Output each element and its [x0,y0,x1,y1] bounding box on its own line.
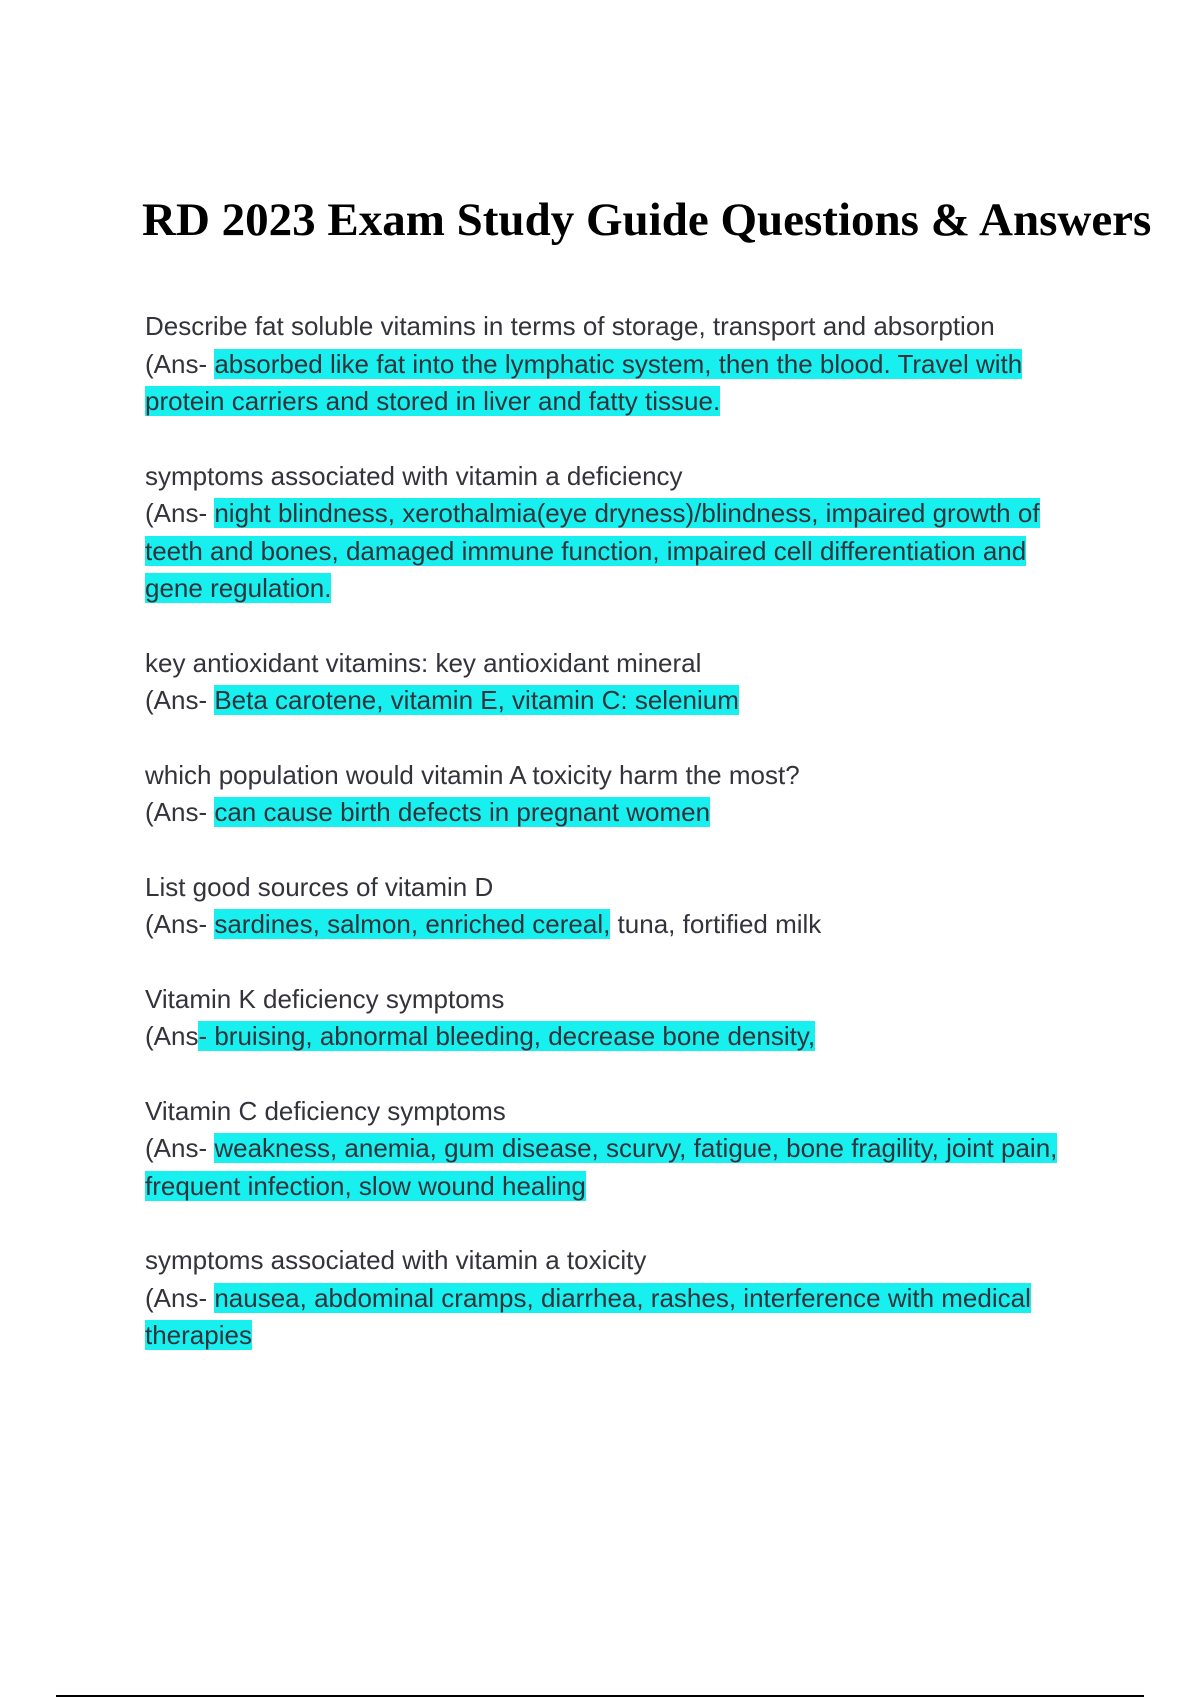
question-text: Describe fat soluble vitamins in terms of storage, transport and absorption [145,311,995,341]
qa-list [145,308,1085,1392]
answer-prefix: (Ans- [145,1133,215,1163]
answer-text [145,906,1085,944]
answer-rest: tuna, fortified milk [610,909,822,939]
qa-item [145,1242,1085,1355]
answer-prefix: (Ans- [145,1282,215,1313]
question-text: Vitamin K deficiency symptoms [145,983,505,1014]
qa-item [145,757,1085,832]
question-text: symptoms associated with vitamin a deficiency [145,460,683,491]
qa-item [145,645,1085,720]
answer-highlight: nausea, abdominal cramps, diarrhea, rashes, interference with medical therapies [145,1282,1031,1350]
question-text: key antioxidant vitamins: key antioxidant mineral [145,647,702,678]
answer-text [145,495,1085,608]
answer-prefix: (Ans- [145,797,215,827]
question-text: Vitamin C deficiency symptoms [145,1095,506,1126]
document-title: RD 2023 Exam Study Guide Questions & Answers [142,194,1152,246]
question-text: List good sources of vitamin D [145,871,494,902]
qa-item [145,981,1085,1056]
page-bottom-rule [56,1695,1144,1697]
question-text: which population would vitamin A toxicity harm the most? [145,759,800,790]
answer-highlight: sardines, salmon, enriched cereal, [214,909,611,939]
answer-text [145,794,1085,832]
answer-text [145,1130,1085,1205]
qa-item [145,1093,1085,1206]
answer-prefix: (Ans- [145,685,215,715]
qa-item [145,308,1085,421]
answer-highlight: - bruising, abnormal bleeding, decrease bone density, [198,1021,816,1051]
answer-text [145,682,1085,720]
answer-text [145,1280,1085,1355]
qa-item [145,458,1085,608]
answer-highlight: can cause birth defects in pregnant women [214,797,711,827]
answer-prefix: (Ans- [145,909,215,939]
question-text: symptoms associated with vitamin a toxicity [145,1245,647,1275]
answer-highlight: absorbed like fat into the lymphatic system, then the blood. Travel with protein carriers and stored in liver and fatty tissue. [145,348,1023,416]
answer-highlight: night blindness, xerothalmia(eye dryness)/blindness, impaired growth of teeth and bones, damaged immune function, impaired cell differentiation and gene regulation. [145,498,1040,603]
qa-item [145,869,1085,944]
answer-highlight: weakness, anemia, gum disease, scurvy, fatigue, bone fragility, joint pain, frequent infection, slow wound healing [145,1133,1058,1201]
answer-prefix: (Ans- [145,498,215,528]
answer-highlight: Beta carotene, vitamin E, vitamin C: selenium [214,685,739,715]
answer-prefix: (Ans- [145,348,215,379]
answer-prefix: (Ans [145,1021,199,1051]
answer-text [145,1018,1085,1056]
answer-text [145,346,1085,421]
